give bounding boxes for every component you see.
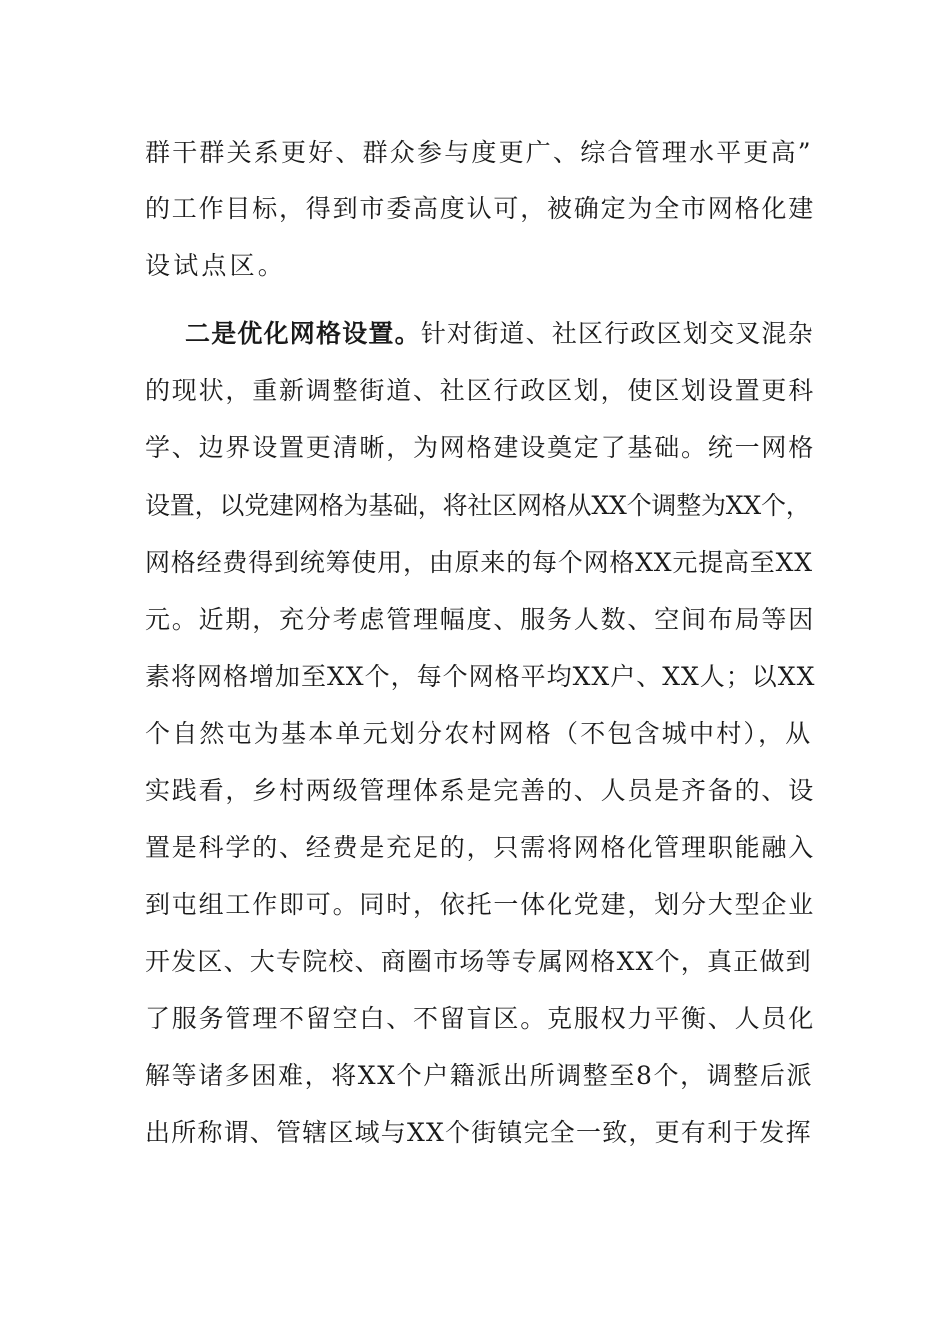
paragraph-2-line-1	[185, 314, 815, 354]
paragraph-2-line-3: 学、边界设置更清晰，为网格建设奠定了基础。统一网格	[145, 433, 816, 462]
paragraph-2-line-2: 的现状，重新调整街道、社区行政区划，使区划设置更科	[145, 376, 816, 405]
paragraph-2-line-10: 置是科学的、经费是充足的，只需将网格化管理职能融入	[145, 833, 816, 862]
paragraph-1-line-3: 设试点区。	[145, 251, 287, 280]
paragraph-2-line-12: 开发区、大专院校、商圈市场等专属网格XX个，真正做到	[145, 947, 812, 976]
paragraph-1-line-1: 群干群关系更好、群众参与度更广、综合管理水平更高”	[145, 138, 813, 167]
paragraph-1-line-2: 的工作目标，得到市委高度认可，被确定为全市网格化建	[145, 194, 816, 223]
paragraph-2-line-5: 网格经费得到统筹使用，由原来的每个网格XX元提高至XX	[145, 548, 813, 577]
paragraph-2-line-8: 个自然屯为基本单元划分农村网格（不包含城中村），从	[145, 719, 813, 748]
paragraph-2-line-13: 了服务管理不留空白、不留盲区。克服权力平衡、人员化	[145, 1004, 816, 1033]
paragraph-2-line-11: 到屯组工作即可。同时，依托一体化党建，划分大型企业	[145, 890, 816, 919]
paragraph-2-first-line-text: 针对街道、社区行政区划交叉混杂	[420, 319, 814, 348]
paragraph-2-line-6: 元。近期，充分考虑管理幅度、服务人数、空间布局等因	[145, 605, 816, 634]
paragraph-2-line-14: 解等诸多困难，将XX个户籍派出所调整至8个，调整后派	[145, 1061, 814, 1090]
paragraph-2-line-15: 出所称谓、管辖区域与XX个街镇完全一致，更有利于发挥	[145, 1118, 812, 1147]
paragraph-2-line-4: 设置，以党建网格为基础，将社区网格从XX个调整为XX个，	[145, 491, 811, 520]
paragraph-2-line-7: 素将网格增加至XX个，每个网格平均XX户、XX人；以XX	[145, 662, 816, 691]
paragraph-2-line-9: 实践看，乡村两级管理体系是完善的、人员是齐备的、设	[145, 776, 816, 805]
paragraph-2-lead-heading: 二是优化网格设置。	[185, 319, 421, 348]
